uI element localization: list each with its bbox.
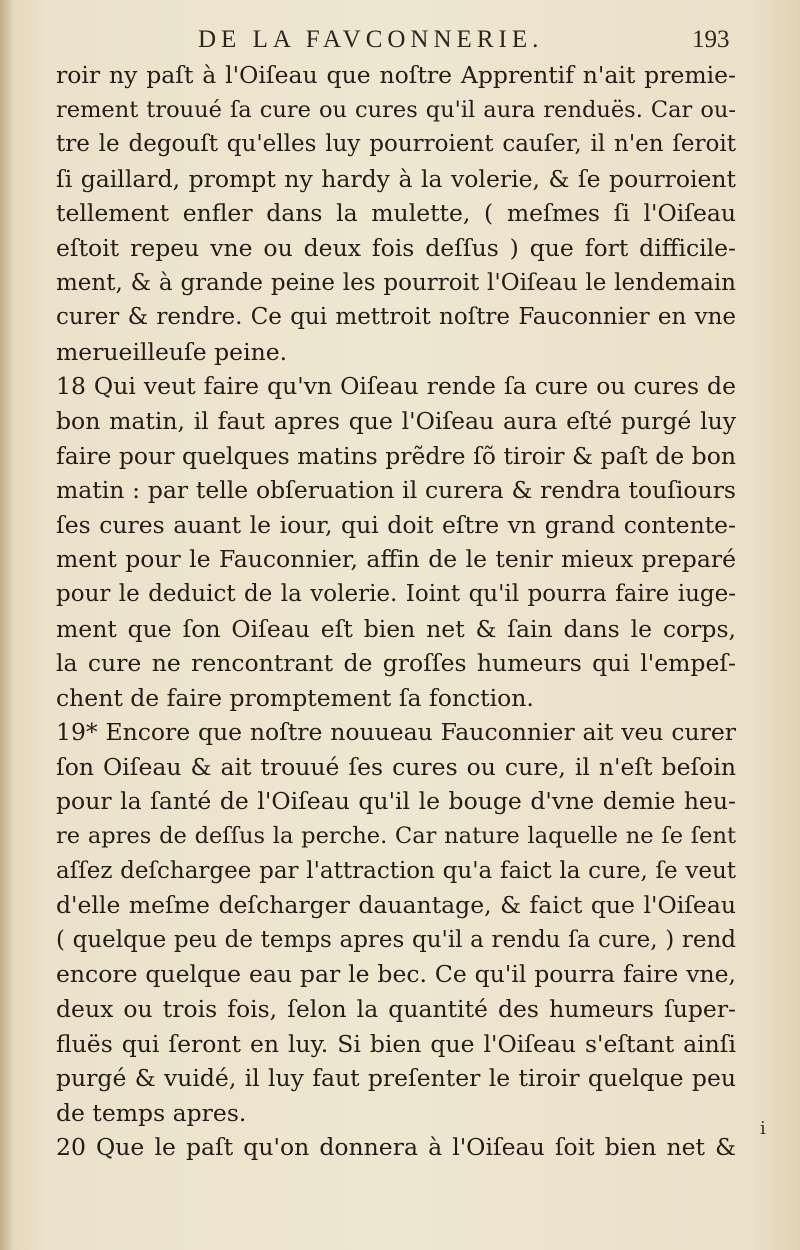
text-line: encore quelque eau par le bec. Ce qu'il pourra faire vne, bbox=[56, 960, 736, 989]
text-line: ſon Oiſeau & ait trouué ſes cures ou cure, il n'eſt beſoin bbox=[56, 752, 736, 781]
text-line: aſſez deſchargee par l'attraction qu'a faict la cure, ſe veut bbox=[56, 857, 736, 884]
body-text bbox=[56, 58, 736, 1165]
text-line: pour le deduict de la volerie. Ioint qu'il pourra faire iuge- bbox=[56, 580, 736, 607]
text-line: purgé & vuidé, il luy faut preſenter le tiroir quelque peu bbox=[56, 1064, 736, 1093]
page-gutter-shadow bbox=[0, 0, 14, 1250]
text-line: tre le degouſt qu'elles luy pourroient cauſer, il n'en ſeroit bbox=[56, 131, 736, 158]
text-line: 20 Que le paſt qu'on donnera à l'Oiſeau ſoit bien net & bbox=[56, 1133, 736, 1162]
text-line: chent de faire promptement ſa fonction. bbox=[56, 683, 534, 712]
text-line: roir ny paſt à l'Oiſeau que noſtre Apprentif n'ait premie- bbox=[56, 61, 736, 89]
text-line: d'elle meſme deſcharger dauantage, & faict que l'Oiſeau bbox=[56, 891, 736, 920]
text-line: deux ou trois fois, ſelon la quantité des humeurs ſuper- bbox=[56, 995, 736, 1024]
running-title: DE LA FAVCONNERIE. bbox=[198, 26, 544, 53]
text-line: bon matin, il faut apres que l'Oiſeau aura eſté purgé luy bbox=[56, 406, 736, 435]
text-line: ment pour le Fauconnier, affin de le tenir mieux preparé bbox=[56, 545, 736, 574]
text-line: ſi gaillard, prompt ny hardy à la volerie, & ſe pourroient bbox=[56, 164, 736, 193]
text-line: ment que ſon Oiſeau eſt bien net & ſain dans le corps, bbox=[56, 614, 736, 643]
text-line: 18 Qui veut faire qu'vn Oiſeau rende ſa cure ou cures de bbox=[56, 372, 736, 401]
text-line: ( quelque peu de temps apres qu'il a rendu ſa cure, ) rend bbox=[56, 926, 736, 953]
text-line: ment, & à grande peine les pourroit l'Oiſeau le lendemain bbox=[56, 269, 736, 296]
page-number: 193 bbox=[692, 26, 730, 53]
text-line: rement trouué ſa cure ou cures qu'il aura renduës. Car ou- bbox=[56, 96, 736, 123]
text-line: matin : par telle obſeruation il curera & rendra touſiours bbox=[56, 476, 736, 505]
margin-mark: i bbox=[760, 1118, 766, 1139]
text-line: la cure ne rencontrant de groſſes humeurs qui l'empeſ- bbox=[56, 649, 736, 678]
text-line: merueilleuſe peine. bbox=[56, 337, 288, 366]
text-line: de temps apres. bbox=[56, 1098, 247, 1127]
text-line: ſes cures auant le iour, qui doit eſtre vn grand contente- bbox=[56, 510, 736, 539]
text-line: eſtoit repeu vne ou deux fois deſſus ) que fort difficile- bbox=[56, 233, 736, 262]
text-line: 19* Encore que noſtre nouueau Fauconnier ait veu curer bbox=[56, 718, 736, 747]
text-line: faire pour quelques matins prẽdre ſõ tiroir & paſt de bon bbox=[56, 441, 736, 470]
text-line: fluës qui ſeront en luy. Si bien que l'Oiſeau s'eſtant ainſi bbox=[56, 1029, 736, 1058]
text-line: pour la ſanté de l'Oiſeau qu'il le bouge d'vne demie heu- bbox=[56, 787, 736, 816]
text-line: curer & rendre. Ce qui mettroit noſtre Fauconnier en vne bbox=[56, 304, 736, 331]
page-header bbox=[0, 22, 800, 62]
text-line: re apres de deſſus la perche. Car nature laquelle ne ſe ſent bbox=[56, 823, 736, 850]
text-line: tellement enfler dans la mulette, ( meſmes ſi l'Oiſeau bbox=[56, 199, 736, 228]
